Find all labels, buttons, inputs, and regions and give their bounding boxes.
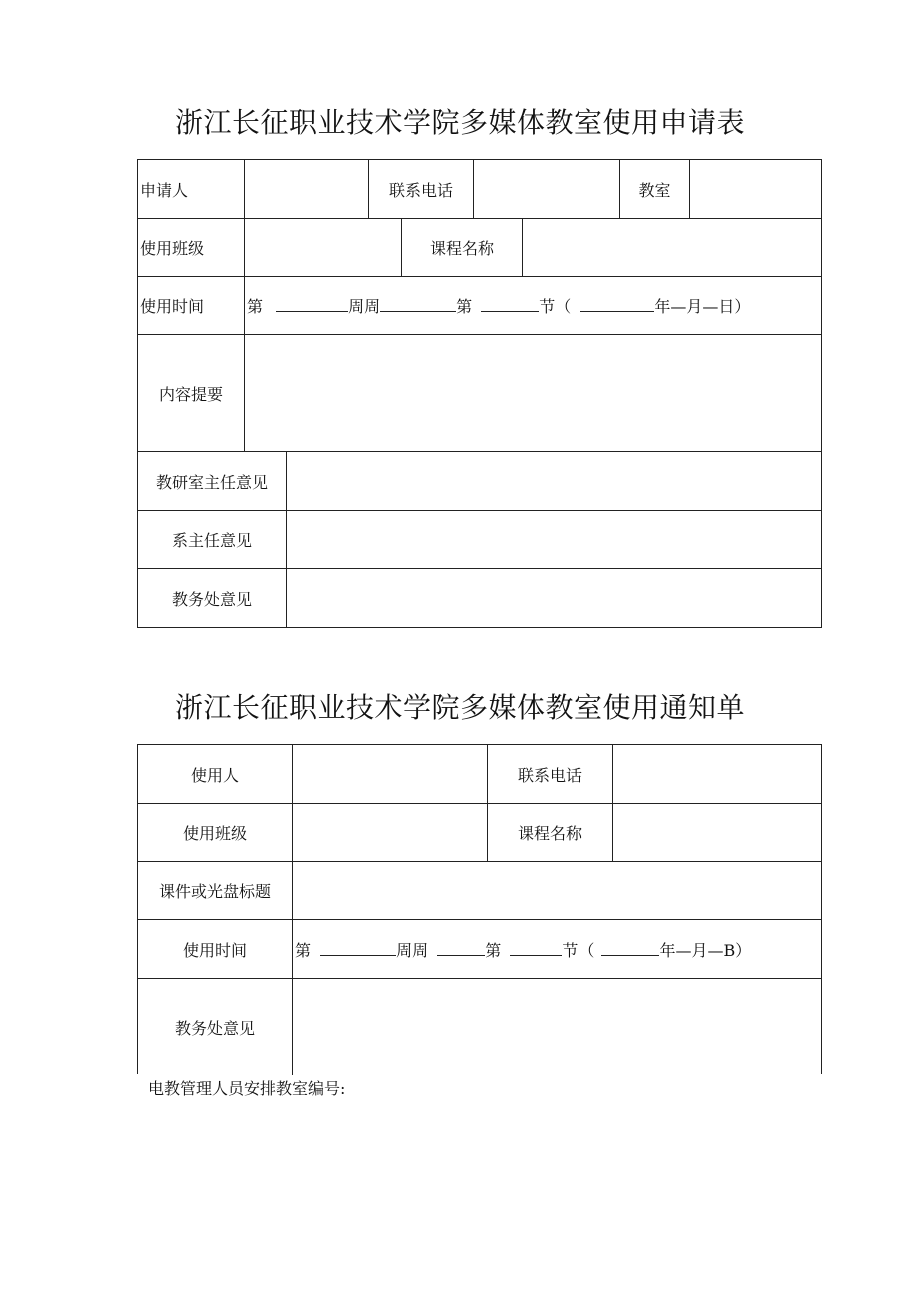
classroom-label: 教室 [619, 160, 689, 218]
application-form [137, 159, 822, 628]
courseware-input[interactable] [292, 862, 821, 919]
period-blank[interactable] [481, 297, 539, 312]
office-director-row [138, 452, 821, 511]
class-row [138, 219, 821, 277]
dept-director-row [138, 511, 821, 569]
summary-row [138, 335, 821, 452]
time-label-2: 使用时间 [182, 940, 247, 960]
academic-affairs-row-2 [138, 979, 821, 1075]
time-field-2[interactable] [292, 920, 821, 978]
year-blank-2[interactable] [601, 941, 659, 956]
week-blank-2[interactable] [320, 941, 396, 956]
class-input-2[interactable] [292, 804, 487, 861]
phone-label: 联系电话 [368, 160, 473, 218]
class-input[interactable] [244, 219, 401, 276]
period-blank-2[interactable] [510, 941, 562, 956]
time-week-suffix: 周周 [348, 297, 381, 316]
dept-director-input[interactable] [286, 511, 821, 568]
weekday-blank-2[interactable] [437, 941, 485, 956]
time-date-prefix-2: 节（ [562, 940, 595, 960]
phone-label-2: 联系电话 [487, 745, 612, 803]
notice-form-title: 浙江长征职业技术学院多媒体教室使用通知单 [174, 691, 745, 724]
applicant-input[interactable] [244, 160, 368, 218]
time-field[interactable] [244, 277, 821, 334]
time-label: 使用时间 [140, 297, 205, 316]
time-row [138, 277, 821, 335]
phone-input-2[interactable] [612, 745, 821, 803]
office-director-input[interactable] [286, 452, 821, 510]
time-line [245, 294, 750, 317]
time-date-suffix-2: 年—月—B） [659, 940, 752, 960]
course-input[interactable] [522, 219, 821, 276]
office-director-label: 教研室主任意见 [155, 472, 268, 492]
time-date-prefix: 节（ [539, 297, 572, 316]
course-label-2: 课程名称 [487, 804, 612, 861]
academic-affairs-label-2: 教务处意见 [174, 1018, 255, 1038]
class-row-2 [138, 804, 821, 862]
academic-affairs-input[interactable] [286, 569, 821, 627]
summary-input[interactable] [244, 335, 821, 451]
academic-affairs-label: 教务处意见 [171, 589, 252, 609]
class-label: 使用班级 [140, 239, 205, 258]
dept-director-label: 系主任意见 [171, 531, 252, 550]
courseware-row [138, 862, 821, 920]
courseware-label: 课件或光盘标题 [158, 882, 271, 901]
week-blank[interactable] [276, 297, 348, 312]
footer-note: 电教管理人员安排教室编号: [148, 1079, 346, 1098]
user-input[interactable] [292, 745, 487, 803]
time-date-suffix: 年—月—日） [654, 297, 751, 316]
user-label: 使用人 [190, 765, 239, 785]
academic-affairs-input-2[interactable] [292, 979, 821, 1075]
course-input-2[interactable] [612, 804, 821, 861]
time-week-prefix-2: 第 [295, 940, 312, 960]
time-row-2 [138, 920, 821, 979]
academic-affairs-row [138, 569, 821, 627]
time-week-prefix: 第 [247, 297, 264, 316]
time-line-2 [293, 938, 751, 961]
classroom-input[interactable] [689, 160, 821, 218]
course-label: 课程名称 [401, 219, 522, 276]
application-form-title: 浙江长征职业技术学院多媒体教室使用申请表 [174, 106, 745, 139]
time-period-prefix-2: 第 [485, 940, 502, 960]
summary-label: 内容提要 [158, 384, 223, 404]
time-period-prefix: 第 [456, 297, 473, 316]
class-label-2: 使用班级 [182, 824, 247, 843]
phone-input[interactable] [473, 160, 619, 218]
notice-form [137, 744, 822, 1074]
weekday-blank[interactable] [380, 297, 456, 312]
time-week-suffix-2: 周周 [396, 940, 429, 960]
year-blank[interactable] [580, 297, 654, 312]
applicant-row [138, 160, 821, 219]
user-row [138, 745, 821, 804]
applicant-label: 申请人 [140, 180, 189, 200]
